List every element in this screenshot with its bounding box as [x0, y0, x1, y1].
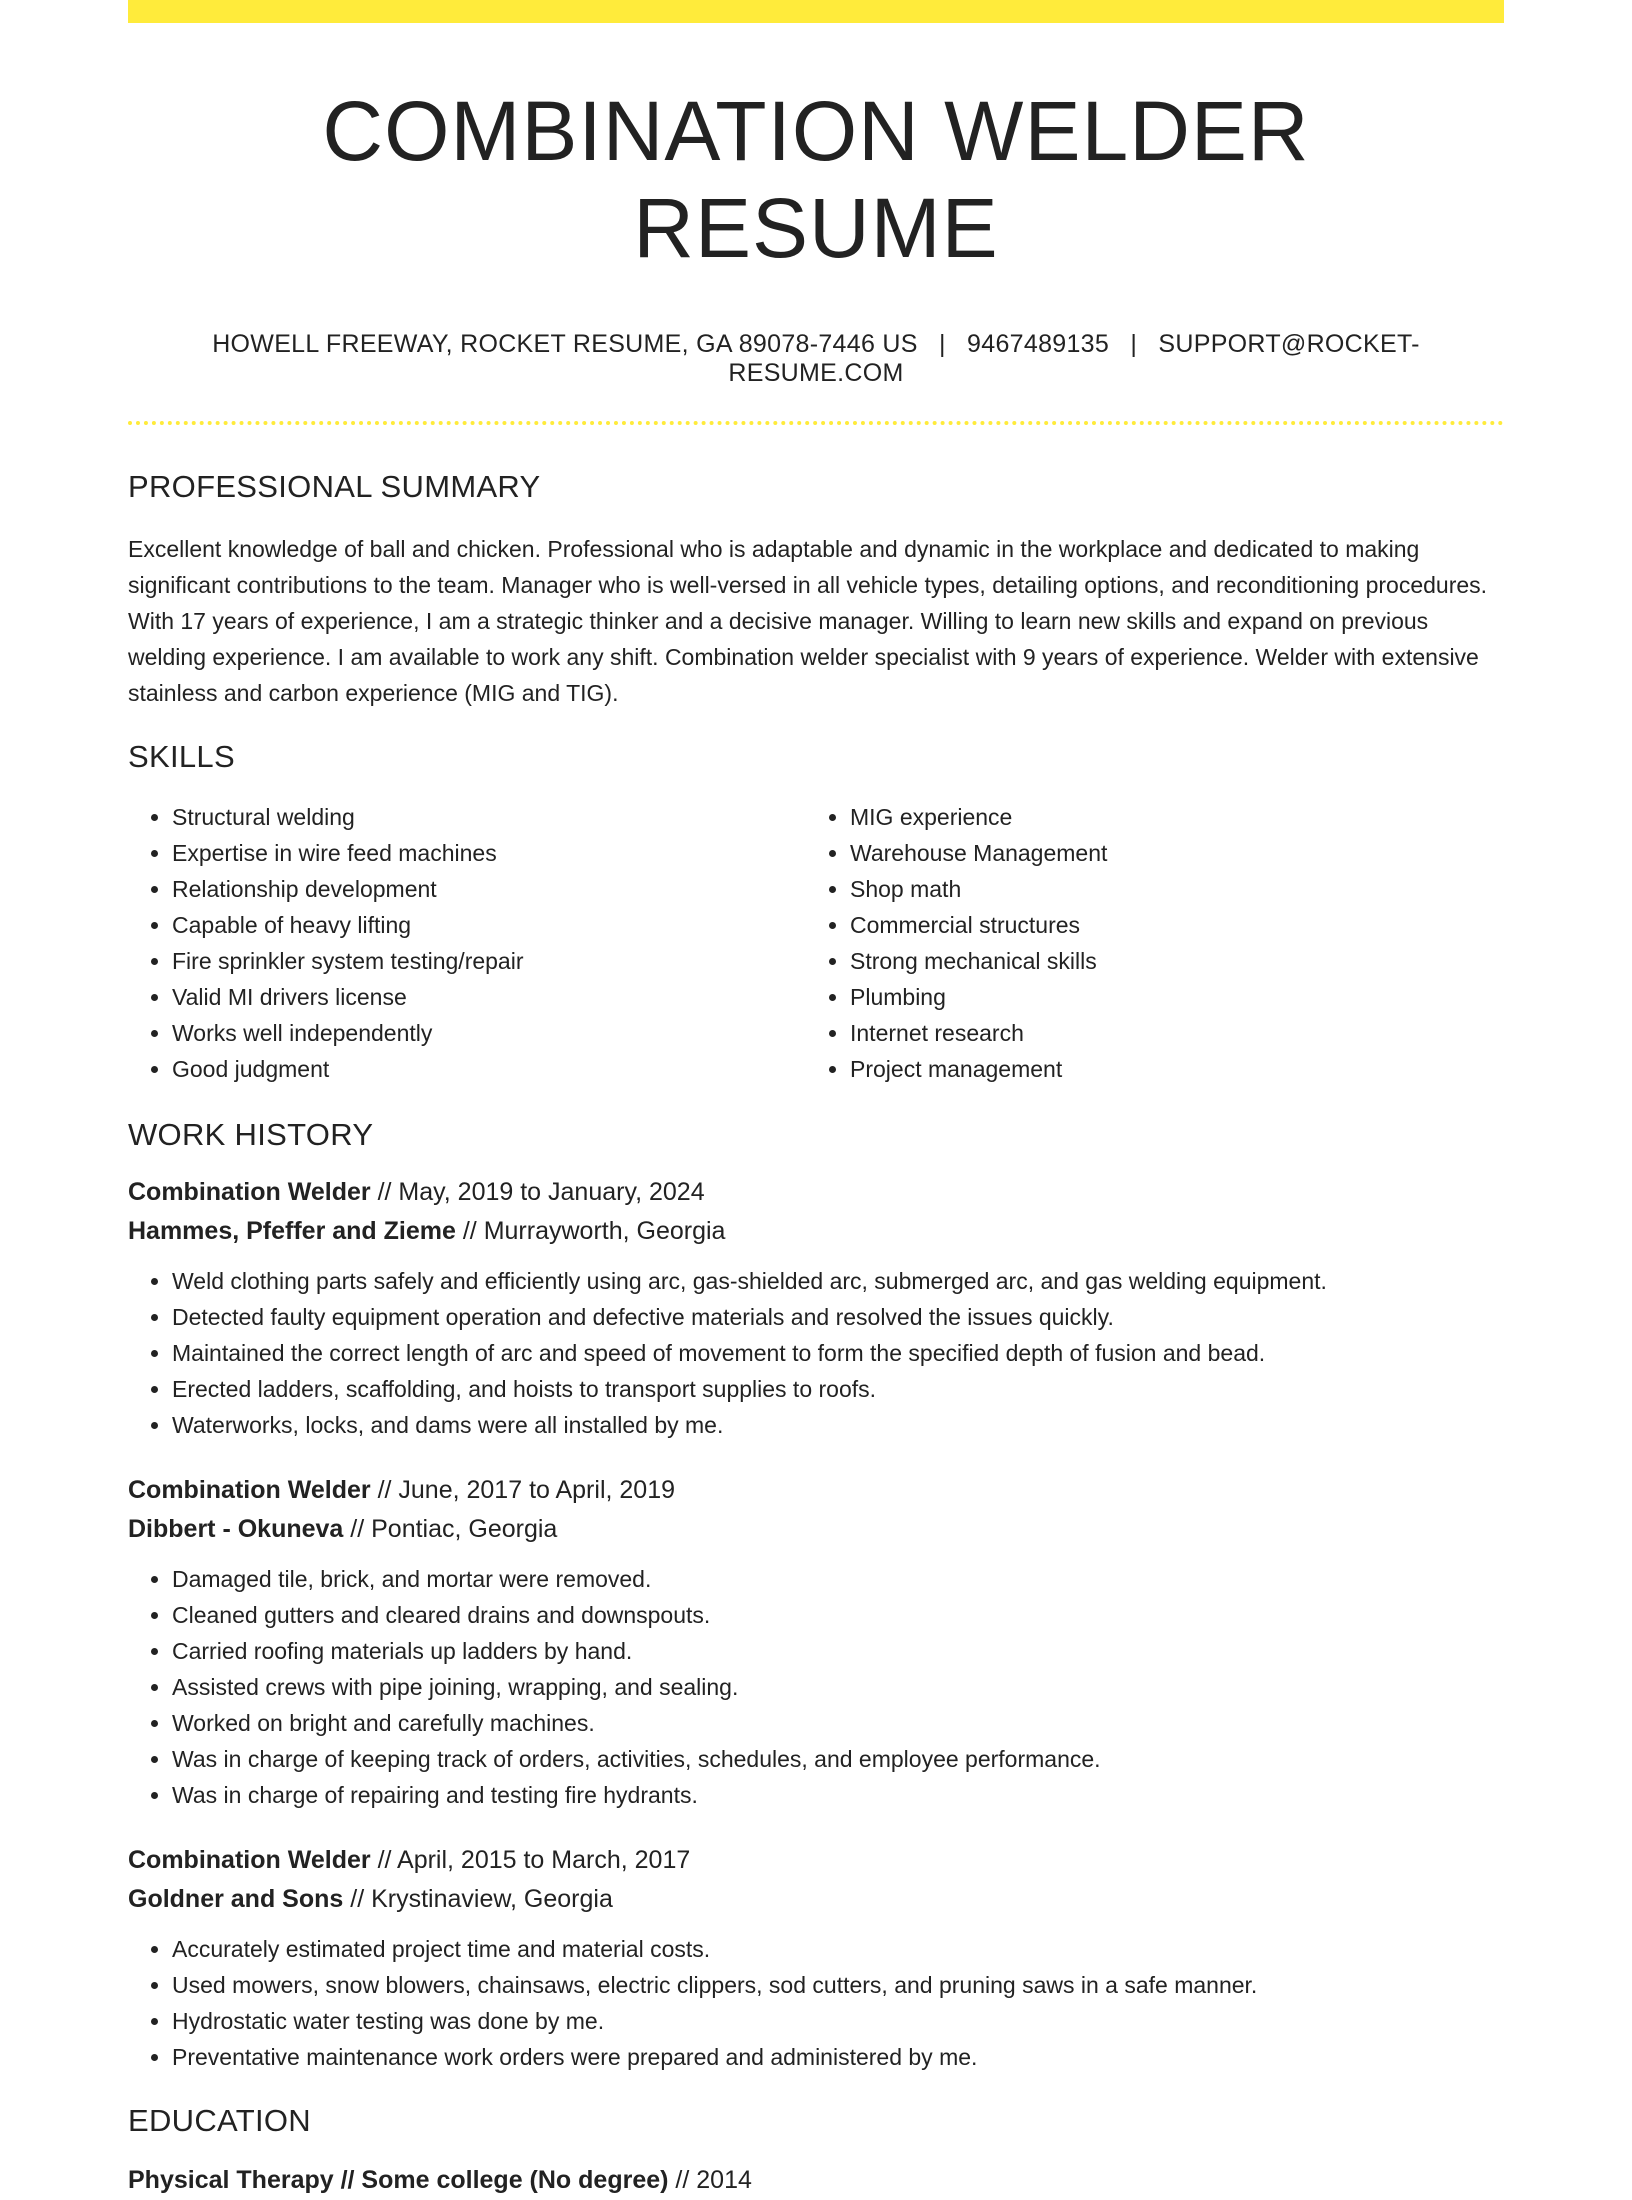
skill-item: • Fire sprinkler system testing/repair: [172, 943, 806, 979]
contact-line: [128, 330, 1504, 388]
skill-item: • Expertise in wire feed machines: [172, 835, 806, 871]
job-duty-item: • Cleaned gutters and cleared drains and downspouts.: [172, 1597, 1504, 1633]
job-dates: // May, 2019 to January, 2024: [377, 1178, 705, 1207]
skills-list-left: [128, 799, 806, 1087]
skill-item: • Plumbing: [850, 979, 1484, 1015]
job-entry: [128, 1173, 1504, 1443]
job-title-line: [128, 1471, 1504, 1510]
job-location: // Krystinaview, Georgia: [350, 1885, 613, 1914]
skill-item: • Valid MI drivers license: [172, 979, 806, 1015]
skill-item: • Warehouse Management: [850, 835, 1484, 871]
education-heading: EDUCATION: [128, 2103, 311, 2139]
contact-separator: |: [939, 330, 946, 359]
job-duty-item: • Used mowers, snow blowers, chainsaws, electric clippers, sod cutters, and pruning saws in a safe manner.: [172, 1967, 1504, 2003]
job-duty-item: • Damaged tile, brick, and mortar were removed.: [172, 1561, 1504, 1597]
job-title-line: [128, 1841, 1504, 1880]
job-duty-item: • Accurately estimated project time and material costs.: [172, 1931, 1504, 1967]
skills-heading: SKILLS: [128, 739, 235, 775]
skill-item: • Good judgment: [172, 1051, 806, 1087]
skill-item: • Relationship development: [172, 871, 806, 907]
skills-column-left: [128, 799, 806, 1087]
contact-address: HOWELL FREEWAY, ROCKET RESUME, GA 89078-7446 US: [212, 330, 918, 359]
work-history-list: [128, 1173, 1504, 2075]
summary-text: Excellent knowledge of ball and chicken. Professional who is adaptable and dynamic in the workplace and dedicated to making significant contributions to the team. Manager who is well-versed in all vehicle types, detailing options, and reconditioning procedures. With 17 years of experience, I am a strategic thinker and a decisive manager. Willing to learn new skills and expand on previous welding experience. I am available to work any shift. Combination welder specialist with 9 years of experience. Welder with extensive stainless and carbon experience (MIG and TIG).: [128, 536, 1488, 707]
job-company-line: [128, 1212, 1504, 1251]
job-duty-item: • Detected faulty equipment operation and defective materials and resolved the issues quickly.: [172, 1299, 1504, 1335]
job-location: // Murrayworth, Georgia: [462, 1217, 726, 1246]
job-location: // Pontiac, Georgia: [350, 1515, 558, 1544]
job-title: Combination Welder: [128, 1178, 371, 1207]
skill-item: • Shop math: [850, 871, 1484, 907]
contact-separator: |: [1130, 330, 1138, 359]
job-title-line: [128, 1173, 1504, 1212]
skill-item: • Works well independently: [172, 1015, 806, 1051]
job-company: Dibbert - Okuneva: [128, 1515, 344, 1544]
job-company-line: [128, 1880, 1504, 1919]
job-duty-item: • Was in charge of keeping track of orders, activities, schedules, and employee performance.: [172, 1741, 1504, 1777]
job-title: Combination Welder: [128, 1476, 371, 1505]
job-company: Goldner and Sons: [128, 1885, 344, 1914]
job-duty-item: • Erected ladders, scaffolding, and hoists to transport supplies to roofs.: [172, 1371, 1504, 1407]
skill-item: • Commercial structures: [850, 907, 1484, 943]
skill-item: • Project management: [850, 1051, 1484, 1087]
skill-item: • Capable of heavy lifting: [172, 907, 806, 943]
skill-item: • Structural welding: [172, 799, 806, 835]
job-duties-list: [128, 1931, 1504, 2075]
job-duty-item: • Carried roofing materials up ladders by hand.: [172, 1633, 1504, 1669]
job-duties-list: [128, 1561, 1504, 1813]
skill-item: • Strong mechanical skills: [850, 943, 1484, 979]
skills-grid: [128, 799, 1504, 1087]
skills-list-right: [806, 799, 1484, 1087]
job-company: Hammes, Pfeffer and Zieme: [128, 1217, 456, 1246]
education-degree: Physical Therapy // Some college (No degree): [128, 2166, 669, 2195]
accent-top-bar: [128, 0, 1504, 23]
job-dates: // April, 2015 to March, 2017: [377, 1846, 691, 1875]
job-entry: [128, 1841, 1504, 2075]
job-duty-item: • Hydrostatic water testing was done by me.: [172, 2003, 1504, 2039]
education-entry: [128, 2161, 1504, 2200]
contact-phone: 9467489135: [967, 330, 1110, 359]
job-duty-item: • Weld clothing parts safely and efficiently using arc, gas-shielded arc, submerged arc, and gas welding equipment.: [172, 1263, 1504, 1299]
job-duty-item: • Waterworks, locks, and dams were all installed by me.: [172, 1407, 1504, 1443]
job-entry: [128, 1471, 1504, 1813]
job-duty-item: • Assisted crews with pipe joining, wrapping, and sealing.: [172, 1669, 1504, 1705]
job-duty-item: • Was in charge of repairing and testing fire hydrants.: [172, 1777, 1504, 1813]
job-company-line: [128, 1510, 1504, 1549]
education-year: // 2014: [675, 2166, 752, 2195]
job-duties-list: [128, 1263, 1504, 1443]
resume-page: [128, 0, 1504, 2200]
summary-heading: PROFESSIONAL SUMMARY: [128, 469, 541, 505]
work-history-heading: WORK HISTORY: [128, 1117, 374, 1153]
skill-item: • MIG experience: [850, 799, 1484, 835]
dotted-divider: [128, 421, 1504, 425]
job-dates: // June, 2017 to April, 2019: [377, 1476, 675, 1505]
resume-title: COMBINATION WELDER RESUME: [322, 84, 1310, 275]
job-title: Combination Welder: [128, 1846, 371, 1875]
skill-item: • Internet research: [850, 1015, 1484, 1051]
skills-column-right: [806, 799, 1484, 1087]
contact-email: SUPPORT@ROCKET-RESUME.COM: [728, 330, 1420, 388]
job-duty-item: • Worked on bright and carefully machines.: [172, 1705, 1504, 1741]
job-duty-item: • Maintained the correct length of arc and speed of movement to form the specified depth of fusion and bead.: [172, 1335, 1504, 1371]
job-duty-item: • Preventative maintenance work orders were prepared and administered by me.: [172, 2039, 1504, 2075]
